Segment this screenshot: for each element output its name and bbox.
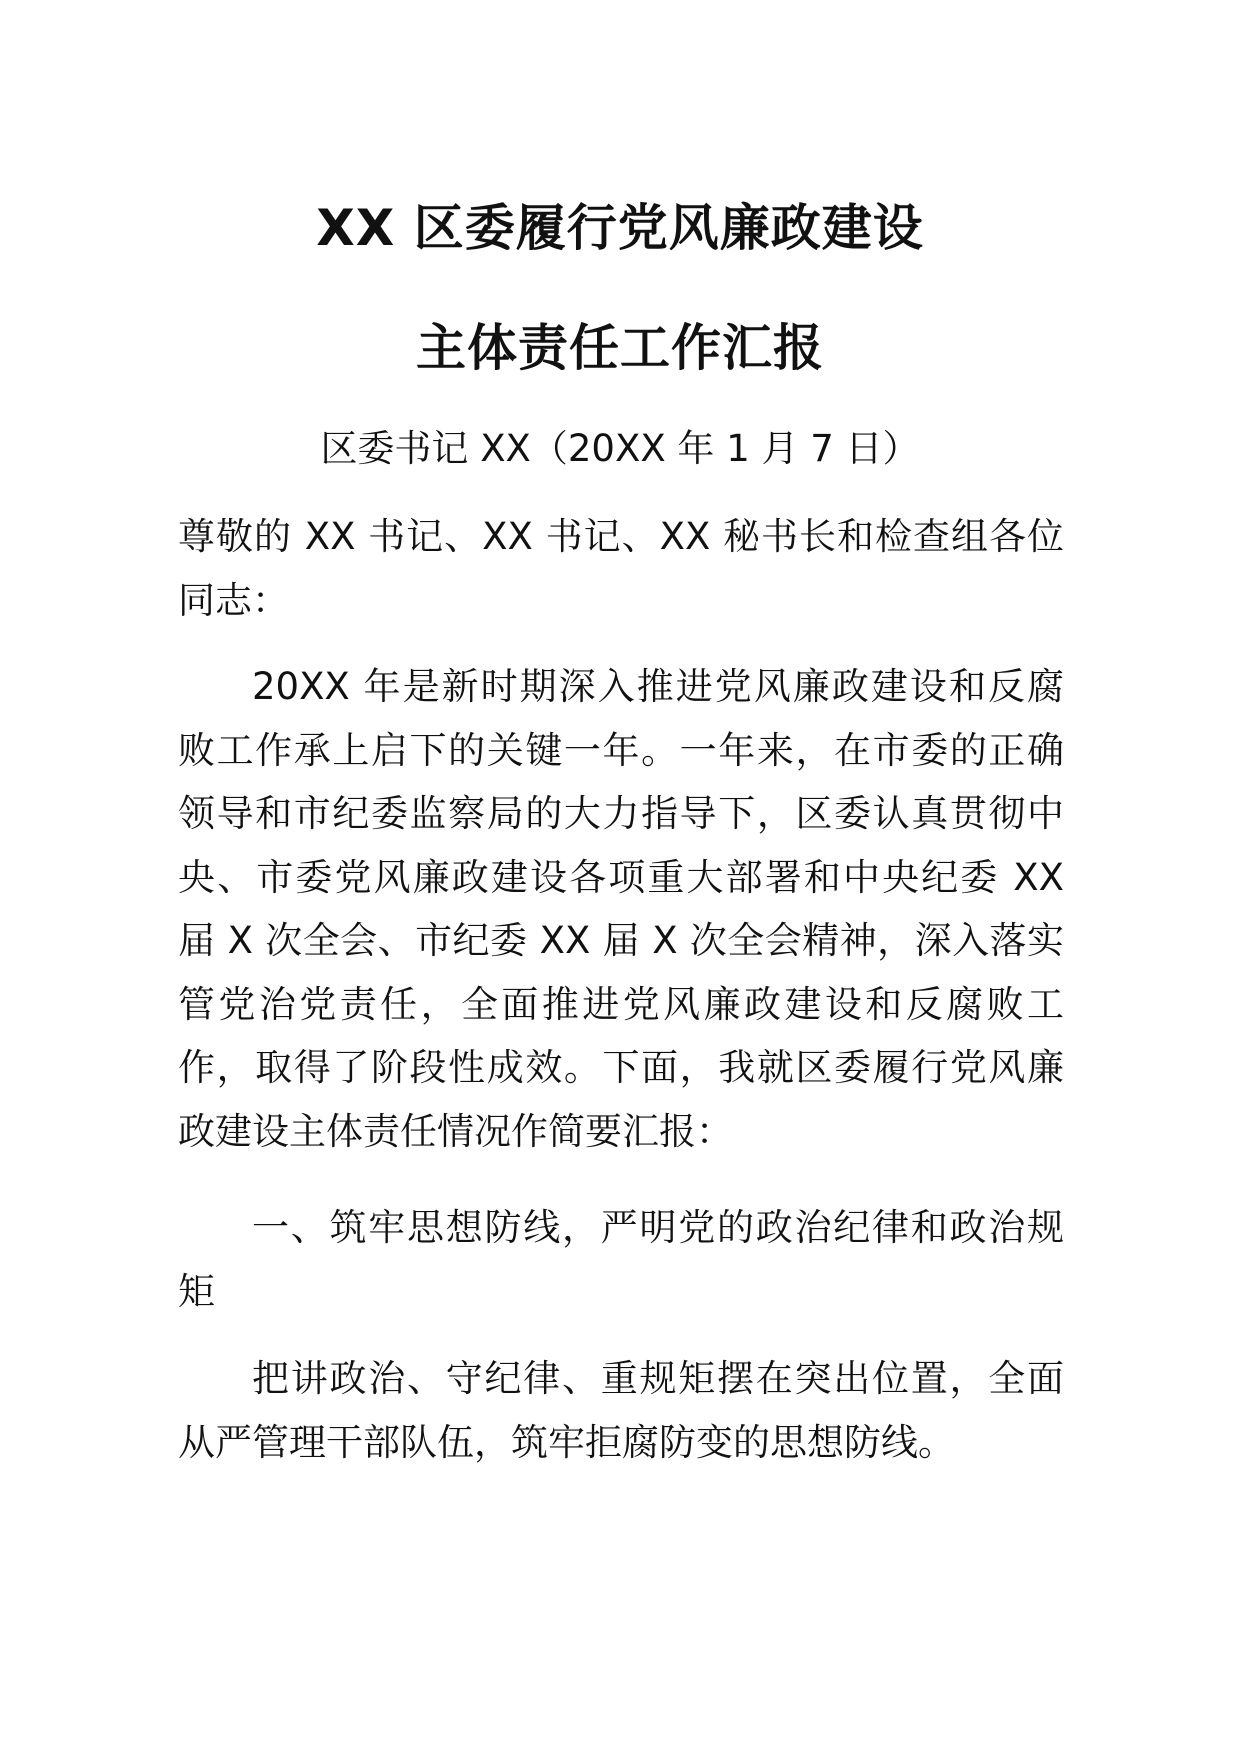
body-paragraph-1: 20XX 年是新时期深入推进党风廉政建设和反腐败工作承上启下的关键一年。一年来，在市委的正确领导和市纪委监察局的大力指导下，区委认真贯彻中央、市委党风廉政建设各项重大部署和中央纪委 XX 届 X 次全会、市纪委 XX 届 X 次全会精神，深入落实管党治党责任，全面推进党风廉政建设和反腐败工作，取得了阶段性成效。下面，我就区委履行党风廉政建设主体责任情况作简要汇报： [178,665,1064,1153]
section-heading-1: 一、筑牢思想防线，严明党的政治纪律和政治规矩 [178,1206,1064,1313]
salutation: 尊敬的 XX 书记、XX 书记、XX 秘书长和检查组各位同志： [178,515,1064,622]
author-byline: 区委书记 XX（20XX 年 1 月 7 日） [320,427,920,470]
document-title-line-1: XX 区委履行党风廉政建设 [316,199,924,257]
document-title-line-2: 主体责任工作汇报 [416,319,824,377]
body-paragraph-2: 把讲政治、守纪律、重规矩摆在突出位置，全面从严管理干部队伍，筑牢拒腐防变的思想防线。 [178,1357,1064,1464]
